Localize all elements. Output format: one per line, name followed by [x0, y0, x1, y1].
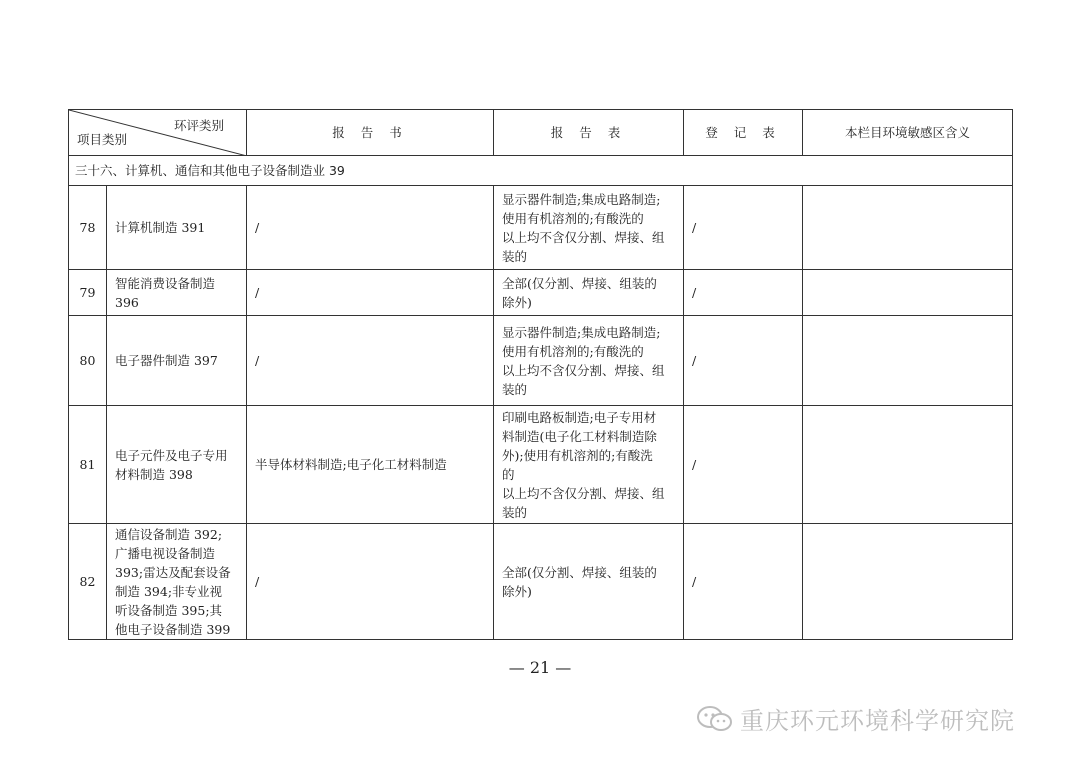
- project-name: 通信设备制造 392; 广播电视设备制造 393;雷达及配套设备 制造 394;非专业视 听设备制造 395;其 他电子设备制造 399: [107, 524, 247, 640]
- header-corner-top: 环评类别: [173, 118, 224, 133]
- regulation-table-container: [68, 109, 1013, 640]
- report-cell: 半导体材料制造;电子化工材料制造: [247, 406, 494, 524]
- row-number: 78: [69, 186, 107, 270]
- register-cell: /: [684, 406, 803, 524]
- row-number: 81: [69, 406, 107, 524]
- register-cell: /: [684, 524, 803, 640]
- register-cell: /: [684, 316, 803, 406]
- row-number: 79: [69, 270, 107, 316]
- section-row: [69, 156, 1013, 186]
- project-name: 智能消费设备制造 396: [107, 270, 247, 316]
- wechat-icon: [696, 705, 734, 733]
- table-row: [69, 186, 1013, 270]
- header-form: 报 告 表: [494, 110, 684, 156]
- form-cell: 全部(仅分割、焊接、组装的 除外): [494, 524, 684, 640]
- header-report: 报 告 书: [247, 110, 494, 156]
- project-name: 计算机制造 391: [107, 186, 247, 270]
- register-cell: /: [684, 186, 803, 270]
- section-title: 三十六、计算机、通信和其他电子设备制造业 39: [69, 156, 1013, 186]
- report-cell: /: [247, 270, 494, 316]
- sensitive-cell: [803, 524, 1013, 640]
- row-number: 82: [69, 524, 107, 640]
- form-cell: 显示器件制造;集成电路制造; 使用有机溶剂的;有酸洗的 以上均不含仅分割、焊接、组 装的: [494, 186, 684, 270]
- sensitive-cell: [803, 316, 1013, 406]
- table-row: [69, 270, 1013, 316]
- report-cell: /: [247, 524, 494, 640]
- page-number: — 21 —: [508, 658, 572, 677]
- table-row: [69, 406, 1013, 524]
- sensitive-cell: [803, 186, 1013, 270]
- header-corner-bottom: 项目类别: [77, 132, 128, 147]
- project-name: 电子器件制造 397: [107, 316, 247, 406]
- header-register: 登 记 表: [684, 110, 803, 156]
- report-cell: /: [247, 316, 494, 406]
- sensitive-cell: [803, 270, 1013, 316]
- header-row: [69, 110, 1013, 156]
- watermark: [696, 701, 1015, 736]
- row-number: 80: [69, 316, 107, 406]
- project-name: 电子元件及电子专用 材料制造 398: [107, 406, 247, 524]
- form-cell: 印刷电路板制造;电子专用材 料制造(电子化工材料制造除 外);使用有机溶剂的;有酸洗 的 以上均不含仅分割、焊接、组 装的: [494, 406, 684, 524]
- regulation-table: [68, 109, 1013, 640]
- table-row: [69, 316, 1013, 406]
- form-cell: 显示器件制造;集成电路制造; 使用有机溶剂的;有酸洗的 以上均不含仅分割、焊接、组 装的: [494, 316, 684, 406]
- form-cell: 全部(仅分割、焊接、组装的 除外): [494, 270, 684, 316]
- table-row: [69, 524, 1013, 640]
- header-corner-cell: [69, 110, 247, 156]
- header-sensitive: 本栏目环境敏感区含义: [803, 110, 1013, 156]
- register-cell: /: [684, 270, 803, 316]
- watermark-text: 重庆环元环境科学研究院: [740, 707, 1015, 735]
- sensitive-cell: [803, 406, 1013, 524]
- report-cell: /: [247, 186, 494, 270]
